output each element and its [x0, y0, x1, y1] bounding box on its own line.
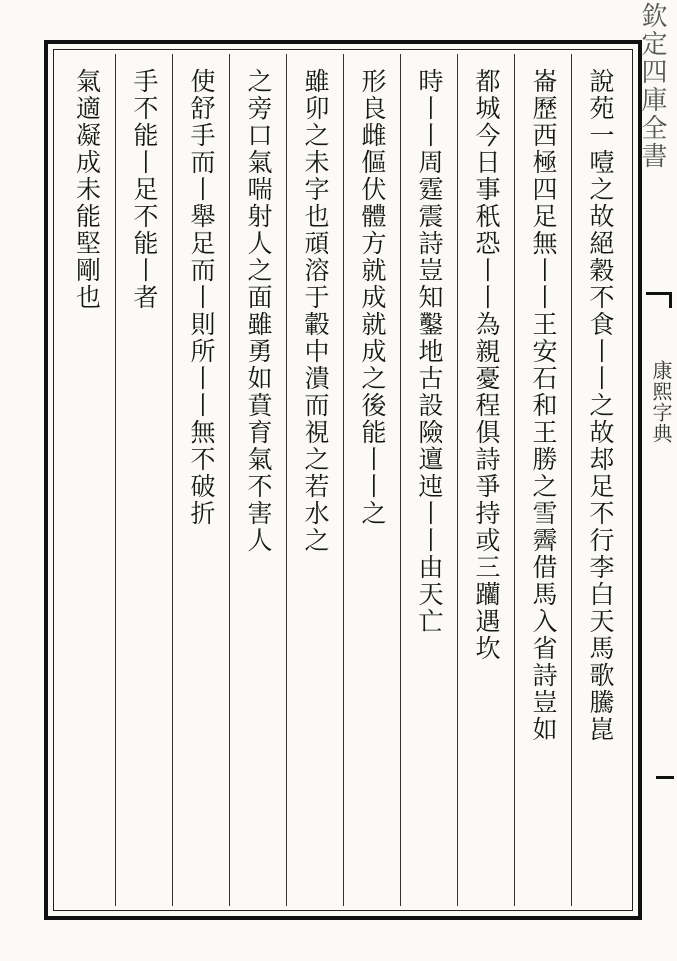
column-text: 說苑一噎之故絕穀不食丨丨之故𨚫足不行李白天馬歌騰崑	[586, 68, 615, 743]
text-column	[400, 54, 457, 906]
text-column	[172, 54, 229, 906]
column-text: 時丨丨周霆震詩豈知鑿地古設險邅迍丨丨由天亡	[415, 68, 444, 635]
column-text: 雖卯之未字也頑溶于轂中潰而視之若水之	[301, 68, 330, 554]
column-text: 氣適凝成未能堅剛也	[72, 68, 102, 311]
text-column	[571, 54, 628, 906]
column-text: 崙歷西極四足無丨丨王安石和王勝之雪霽借馬入省詩豈如	[529, 68, 558, 743]
text-column	[115, 54, 172, 906]
column-text: 之旁口氣喘射人之面雖勇如賁育氣不害人	[244, 68, 273, 554]
right-margin-label: 康熙字典	[649, 360, 673, 444]
top-edge	[0, 0, 677, 170]
text-column	[514, 54, 571, 906]
column-text: 形良雌傴伏體方就成就成之後能丨丨之	[358, 68, 387, 527]
column-text: 都城今日事秖恐丨丨為親憂程俱詩爭持或三躪遇坎	[472, 68, 501, 662]
text-column	[457, 54, 514, 906]
text-column	[343, 54, 400, 906]
header-fragment: 欽定四庫全書	[637, 2, 667, 170]
column-text: 手不能丨足不能丨者	[130, 68, 159, 311]
page-frame	[44, 40, 642, 920]
margin-tick-mark	[656, 776, 674, 779]
margin-bracket-mark	[646, 292, 672, 308]
text-column	[58, 54, 115, 906]
text-columns	[58, 54, 628, 906]
column-text: 使舒手而丨舉足而丨則所丨丨無不破折	[187, 68, 216, 527]
text-column	[286, 54, 343, 906]
right-margin	[643, 260, 677, 920]
text-column	[229, 54, 286, 906]
